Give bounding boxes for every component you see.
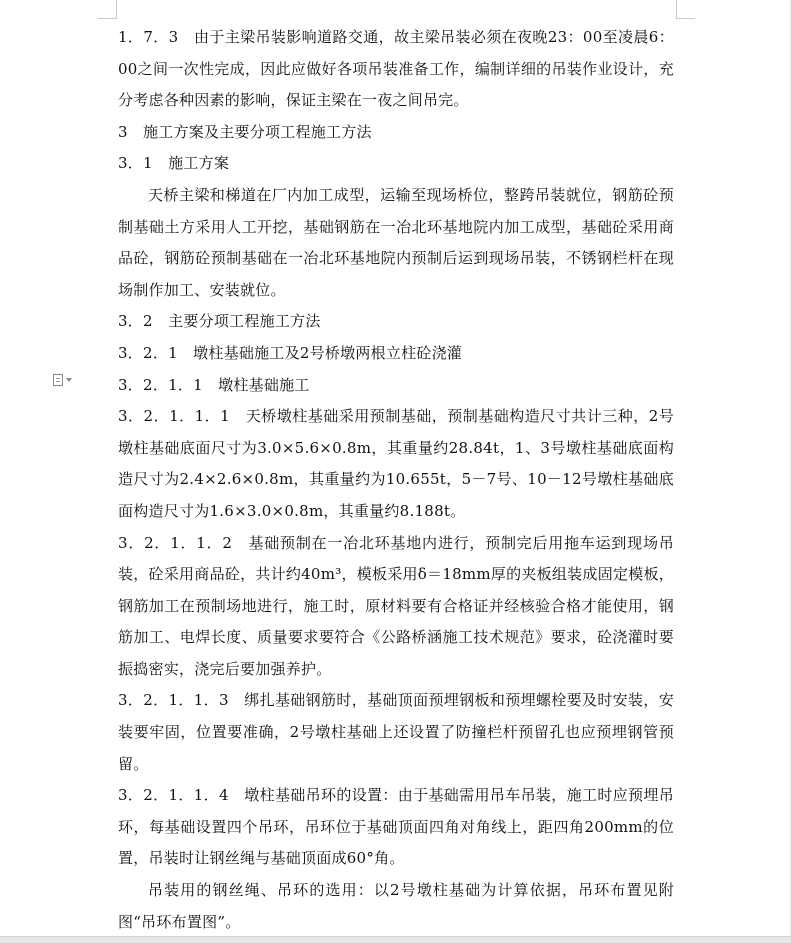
document-page <box>118 8 674 934</box>
heading-3-2-1-1: 3．2．1．1 墩柱基础施工 <box>118 375 310 394</box>
heading-section-3: 3 施工方案及主要分项工程施工方法 <box>118 122 372 141</box>
paragraph-1-7-3: 1．7．3 由于主梁吊装影响道路交通，故主梁吊装必须在夜晚23：00至凌晨6：00之间一次性完成，因此应做好各项吊装准备工作，编制详细的吊装作业设计，充分考虑各种因素的影响，保证主梁在一夜之间吊完。 <box>118 28 674 110</box>
left-page-margin <box>0 0 118 943</box>
heading-3-2: 3．2 主要分项工程施工方法 <box>118 312 321 331</box>
crop-mark-top-right <box>676 0 695 19</box>
paragraph-3-2-1-1-2: 3．2．1．1．2 基础预制在一冶北环基地内进行，预制完后用拖车运到现场吊装，砼采用商品砼，共计约40m³，模板采用δ＝18mm厚的夹板组装成固定模板，钢筋加工在预制场地进行，施工时，原材料要有合格证并经核验合格才能使用，钢筋加工、电焊长度、质量要求要符合《公路桥涵施工技术规范》要求，砼浇灌时要振捣密实，浇完后要加强养护。 <box>118 533 674 678</box>
paragraph-wire-rope-selection: 吊装用的钢丝绳、吊环的选用：以2号墩柱基础为计算依据，吊环布置见附图“吊环布置图”。 <box>118 881 674 931</box>
document-body[interactable] <box>118 22 674 938</box>
caret-down-icon <box>66 378 72 382</box>
paragraph-3-2-1-1-3: 3．2．1．1．3 绑扎基础钢筋时，基础顶面预埋钢板和预埋螺栓要及时安装，安装要牢固，位置要准确，2号墩柱基础上还设置了防撞栏杆预留孔也应预埋钢管预留。 <box>118 691 674 773</box>
document-options-icon <box>53 374 63 386</box>
paragraph-options-button[interactable] <box>53 372 77 388</box>
paragraph-3-2-1-1-1: 3．2．1．1．1 天桥墩柱基础采用预制基础，预制基础构造尺寸共计三种，2号墩柱基础底面尺寸为3.0×5.6×0.8m，其重量约28.84t，1、3号墩柱基础底面构造尺寸为2.4×2.6×0.8m，其重量约为10.655t，5－7号、10－12号墩柱基础底面构造尺寸为1.6×3.0×0.8m，其重量约8.188t。 <box>118 407 674 520</box>
heading-3-1: 3．1 施工方案 <box>118 154 230 173</box>
horizontal-scroll-area[interactable] <box>0 936 791 943</box>
heading-3-2-1: 3．2．1 墩柱基础施工及2号桥墩两根立柱砼浇灌 <box>118 343 463 362</box>
paragraph-3-2-1-1-4: 3．2．1．1．4 墩柱基础吊环的设置：由于基础需用吊车吊装，施工时应预埋吊环，每基础设置四个吊环，吊环位于基础顶面四角对角线上，距四角200mm的位置，吊装时让钢丝绳与基础顶面成60°角。 <box>118 786 674 868</box>
crop-mark-top-left <box>98 0 117 19</box>
paragraph-construction-plan: 天桥主梁和梯道在厂内加工成型，运输至现场桥位，整跨吊装就位，钢筋砼预制基础土方采用人工开挖，基础钢筋在一冶北环基地院内加工成型，基础砼采用商品砼，钢筋砼预制基础在一冶北环基地院内预制后运到现场吊装，不锈钢栏杆在现场制作加工、安装就位。 <box>118 185 674 299</box>
